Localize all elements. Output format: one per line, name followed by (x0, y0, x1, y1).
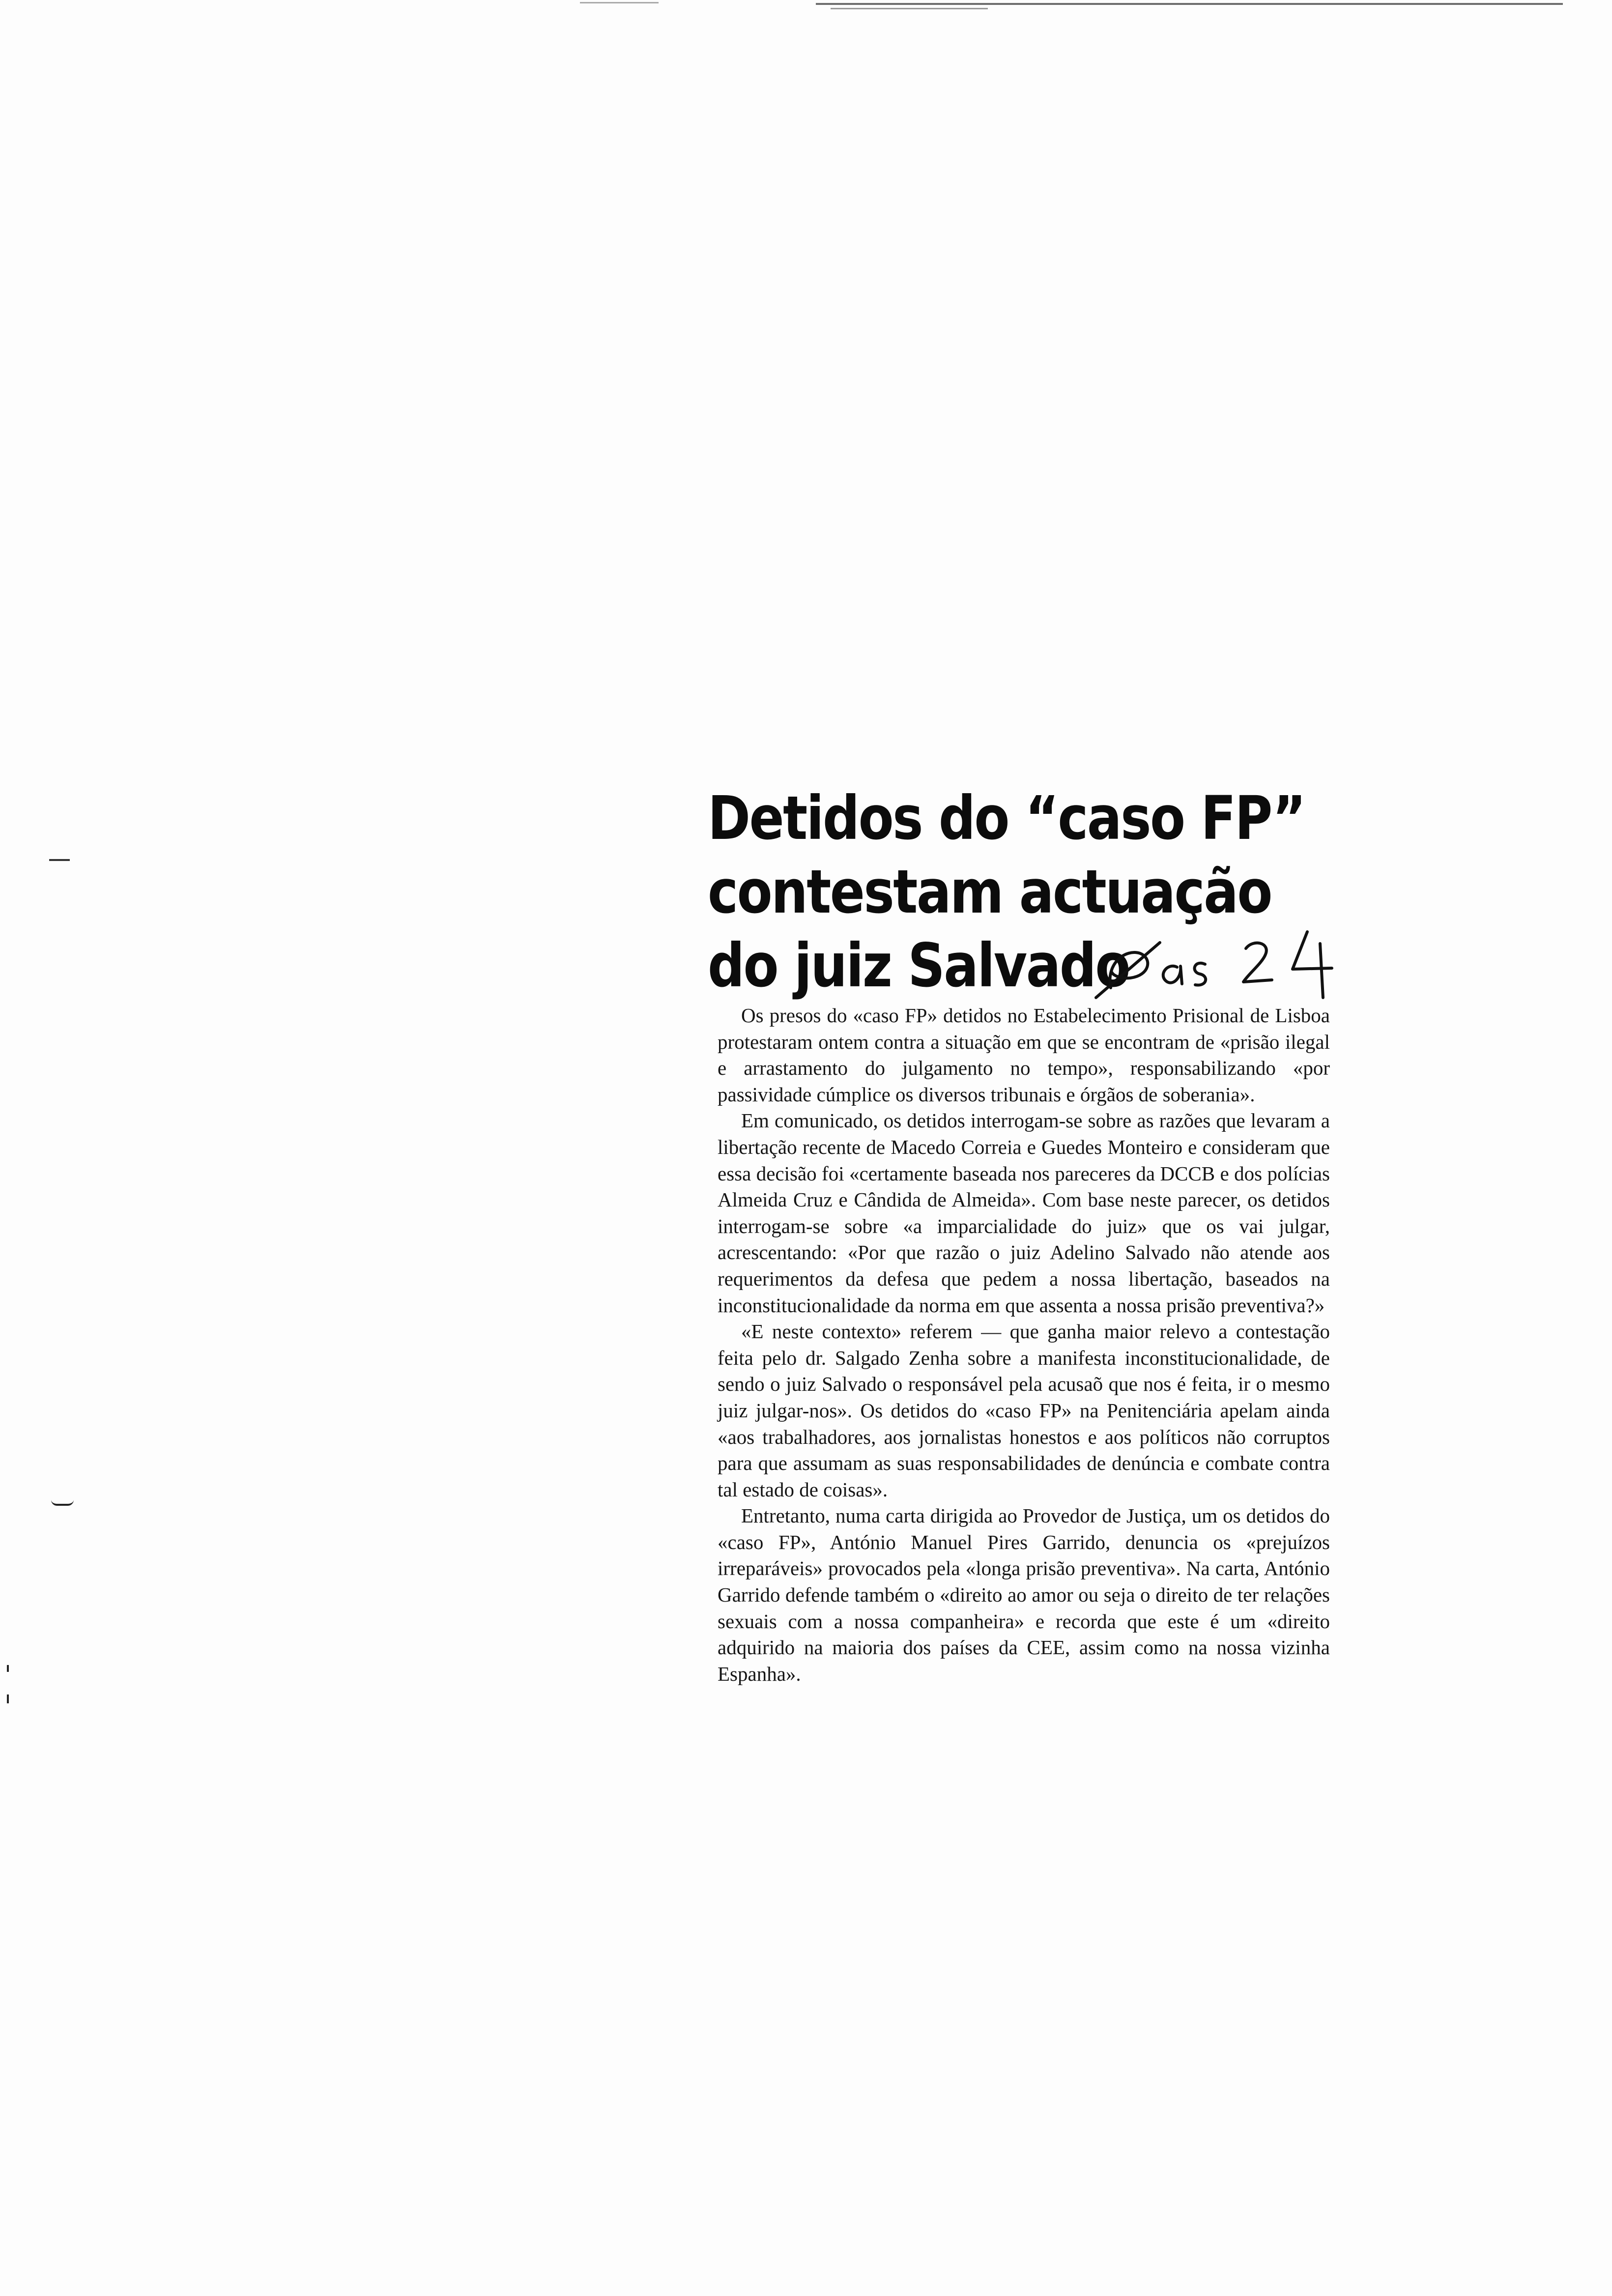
handwriting-drawing (1076, 929, 1352, 1007)
scan-artifact (831, 8, 988, 9)
scan-artifact (580, 2, 659, 3)
article-paragraph: Em comunicado, os detidos interrogam-se sobre as razões que levaram a libertação recente de Macedo Correia e Guedes Monteiro e consideram que essa decisão foi «certamente baseada nos pareceres da DCCB e dos polícias Almeida Cruz e Cândida de Almeida». Com base neste parecer, os detidos interrogam-se sobre «a imparcialidade do juiz» que os vai julgar, acrescentando: «Por que razão o juiz Adelino Salvado não atende aos requerimentos da defesa que pedem a nossa libertação, baseados na inconstitucionalidade da norma em que assenta a nossa prisão preventiva?» (718, 1109, 1330, 1317)
handwritten-annotation (1076, 929, 1352, 1007)
scan-artifact (49, 859, 70, 861)
scan-artifact (816, 3, 1563, 5)
scan-artifact (7, 1665, 9, 1672)
newspaper-clipping (708, 781, 1347, 1823)
headline-line: do juiz Salvado (708, 931, 1129, 1001)
article-paragraph: Os presos do «caso FP» detidos no Estabelecimento Prisional de Lisboa protestaram ontem contra a situação em que se encontram de «prisão ilegal e arrastamento do julgamento no tempo», responsabilizando «por passividade cúmplice os diversos tribunais e órgãos de soberania». (718, 1004, 1330, 1106)
headline-line: contestam actuação (708, 857, 1271, 927)
article-body (718, 1003, 1330, 1687)
article-paragraph: «E neste contexto» referem — que ganha maior relevo a contestação feita pelo dr. Salgado Zenha sobre a manifesta inconstitucionalidade, de sendo o juiz Salvado o responsável pela acusaõ que nos é feita, ir o mesmo juiz julgar-nos». Os detidos do «caso FP» na Penitenciária apelam ainda «aos trabalhadores, aos jornalistas honestos e aos políticos não corruptos para que assumam as suas responsabilidades de denúncia e combate contra tal estado de coisas». (718, 1320, 1330, 1501)
article-paragraph: Entretanto, numa carta dirigida ao Provedor de Justiça, um os detidos do «caso FP», António Manuel Pires Garrido, denuncia os «prejuízos irreparáveis» provocados pela «longa prisão preventiva». Na carta, António Garrido defende também o «direito ao amor ou seja o direito de ter relações sexuais com a nossa companheira» e recorda que este é um «direito adquirido na maioria dos países da CEE, assim como na nossa vizinha Espanha». (718, 1504, 1330, 1685)
scan-artifact (7, 1694, 9, 1703)
scan-artifact (51, 1500, 74, 1506)
headline-line: Detidos do “caso FP” (708, 783, 1305, 853)
